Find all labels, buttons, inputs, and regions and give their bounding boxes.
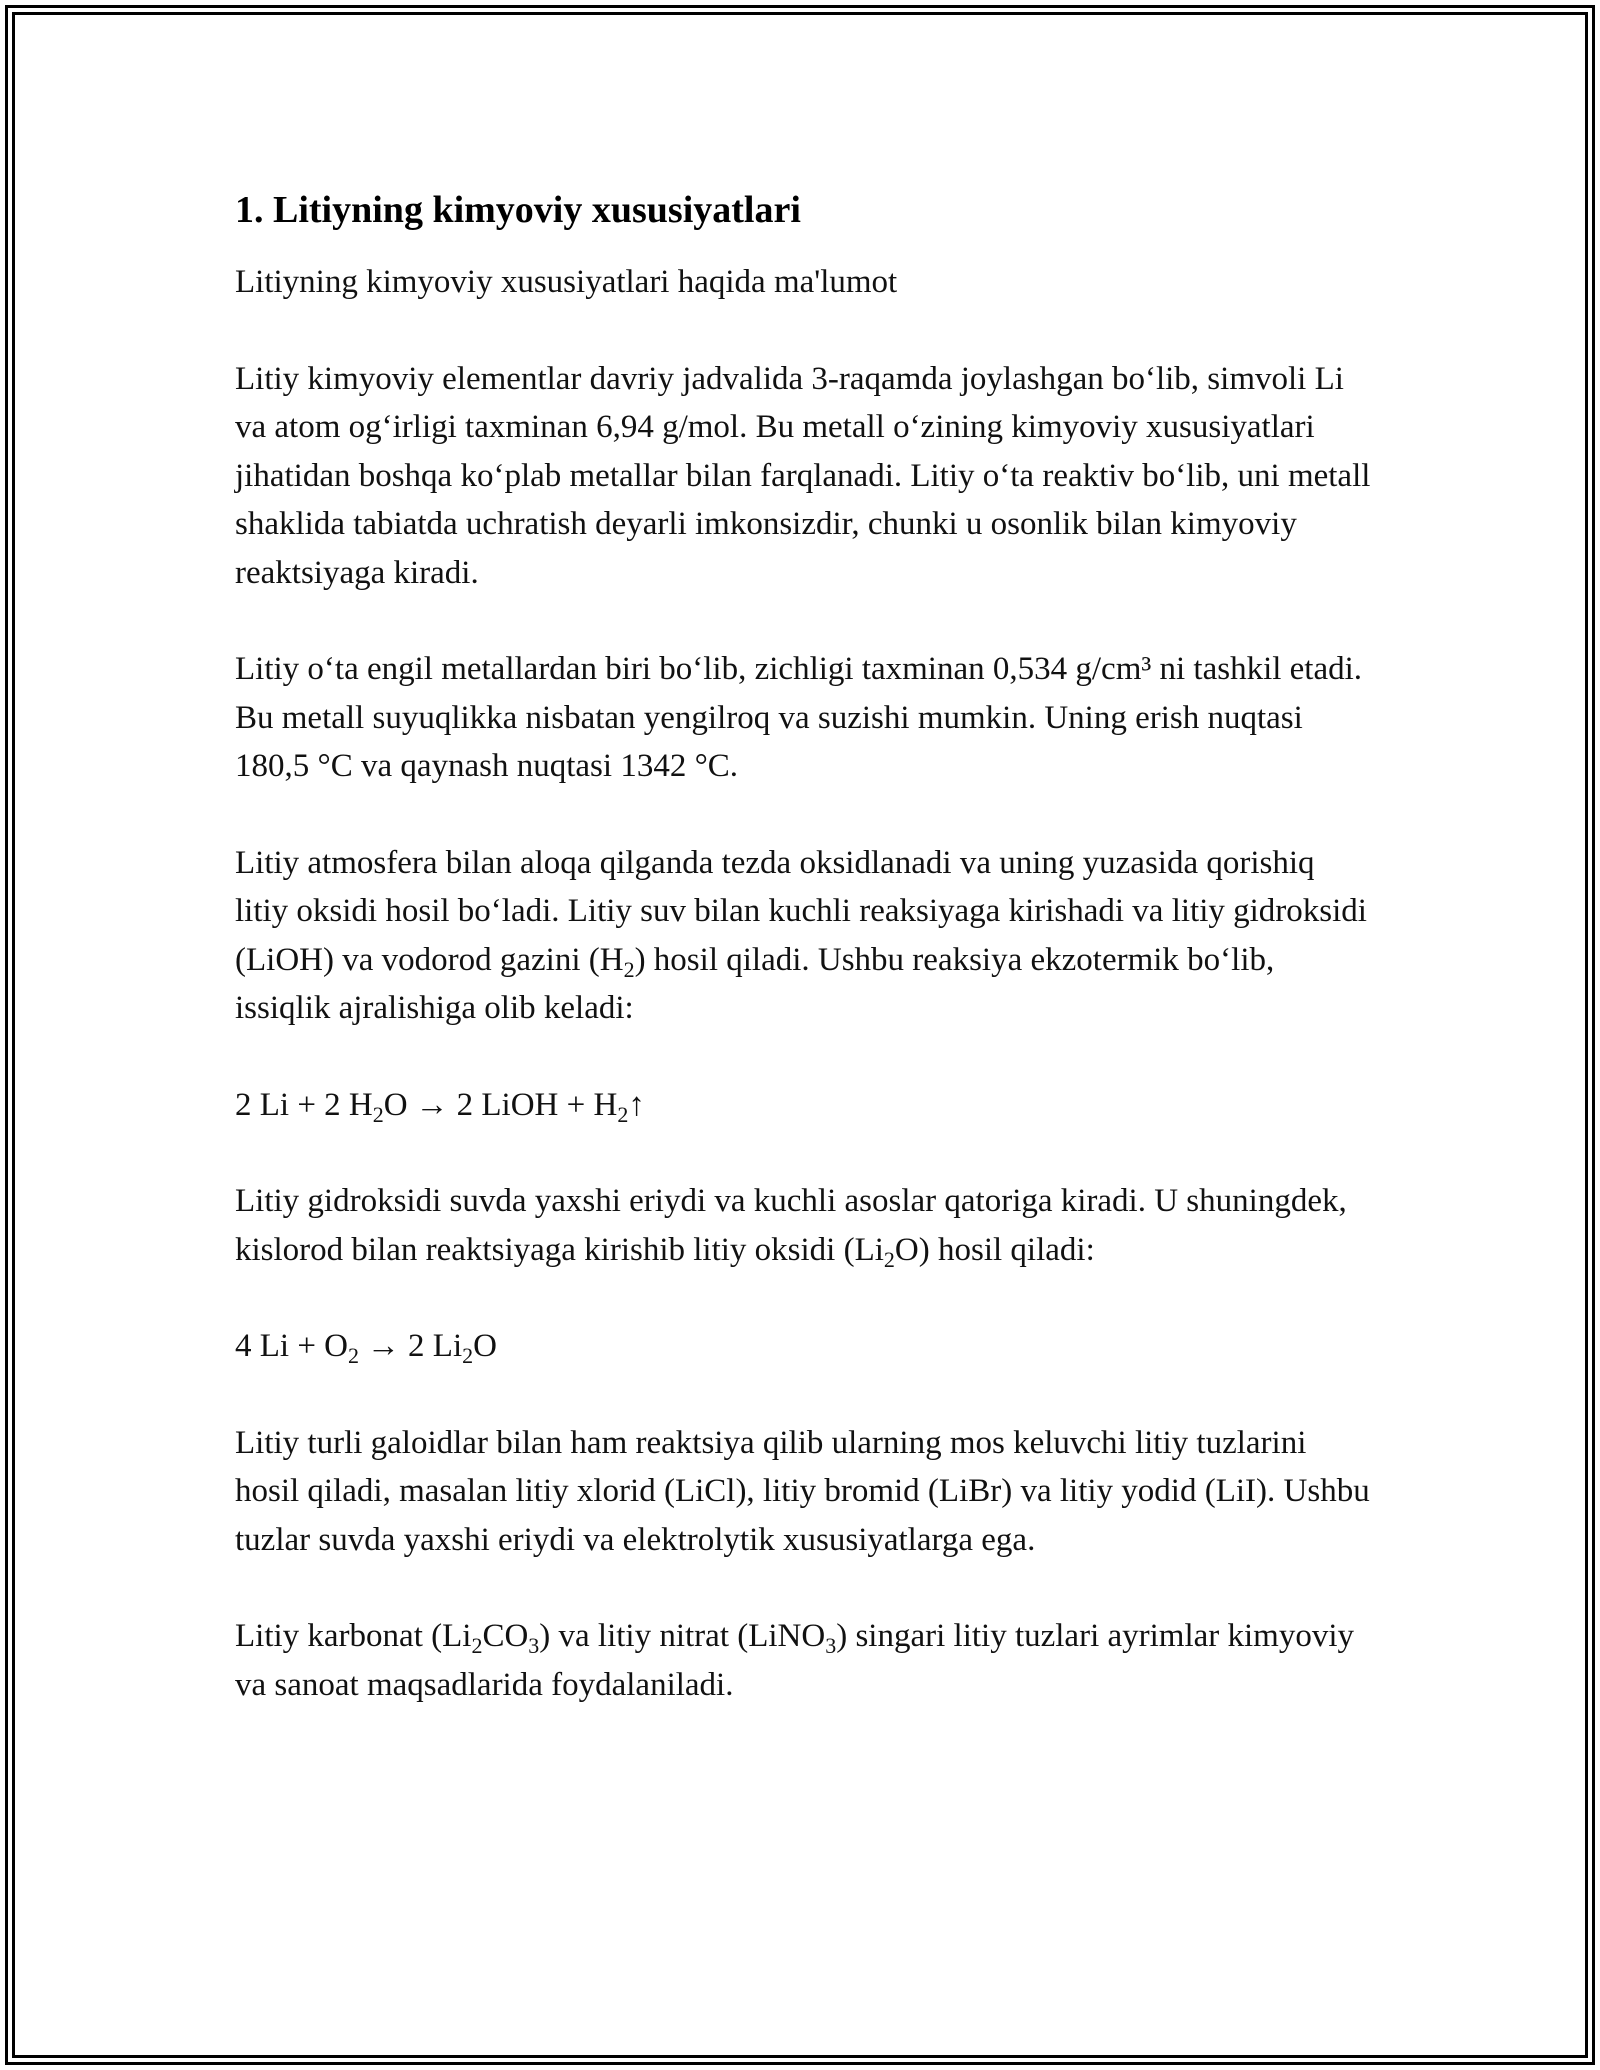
equation-segment: ↑ [628,1086,645,1123]
equation-segment: 4 Li + O [235,1328,349,1364]
paragraph-water-reaction [235,839,1375,1033]
equation-oxygen-reaction [235,1322,1375,1371]
subscript: 2 [462,1343,474,1368]
reaction-arrow: → [367,1328,401,1364]
paragraph-physical-properties: Litiy oʻta engil metallardan biri boʻlib, zichligi taxminan 0,534 g/cm³ ni tashkil etadi. Bu metall suyuqlikka nisbatan yengilroq va suzishi mumkin. Uning erish nuqtasi 180,5 °C va qaynash nuqtasi 1342 °C. [235,651,1363,784]
equation-segment: O [383,1086,408,1123]
subscript: 2 [348,1343,360,1368]
subscript: 2 [617,1101,629,1127]
text-segment: ) va litiy nitrat (LiNO [539,1618,826,1654]
subscript: 2 [623,956,635,982]
paragraph-oxygen-reaction [235,1177,1375,1274]
subscript: 3 [528,1633,540,1658]
equation-segment: 2 Li [408,1328,463,1364]
equation-water-reaction [235,1081,1375,1130]
page-title: 1. Litiyning kimyoviy xususiyatlari [235,189,801,231]
text-segment: Litiy karbonat (Li [235,1618,472,1654]
paragraph-other-salts [235,1612,1375,1709]
reaction-arrow: → [415,1086,449,1123]
equation-segment: 2 LiOH + H [456,1086,618,1123]
subscript: 2 [471,1633,483,1658]
subscript: 2 [883,1246,895,1272]
equation-segment: O [473,1328,497,1364]
equation-segment: 2 Li + 2 H [235,1086,373,1123]
text-segment: CO [482,1618,529,1654]
document-content [235,184,1375,1757]
subtitle: Litiyning kimyoviy xususiyatlari haqida ma'lumot [235,264,898,300]
text-segment: O) hosil qiladi: [894,1231,1095,1268]
text-segment: Litiy atmosfera bilan aloqa qilganda tezda oksidlanadi va uning yuzasida qorishiq litiy oksidi hosil boʻladi. Litiy suv bilan kuchli reaksiyaga kirishadi va litiy gidroksidi (LiOH) va vodorod gazini (H [235,844,1367,978]
text-segment: ) hosil qiladi. Ushbu reaksiya ekzotermik boʻlib, issiqlik ajralishiga olib keladi: [235,941,1275,1026]
text-segment: Litiy gidroksidi suvda yaxshi eriydi va kuchli asoslar qatoriga kiradi. U shuningdek, kislorod bilan reaktsiyaga kirishib litiy oksidi (Li [235,1183,1347,1268]
subscript: 2 [372,1101,384,1127]
text-segment: ) singari litiy tuzlari ayrimlar kimyoviy va sanoat maqsadlarida foydalaniladi. [235,1618,1355,1703]
subscript: 3 [825,1633,837,1658]
paragraph-intro: Litiy kimyoviy elementlar davriy jadvalida 3-raqamda joylashgan boʻlib, simvoli Li va atom ogʻirligi taxminan 6,94 g/mol. Bu metall oʻzining kimyoviy xususiyatlari jihatidan boshqa koʻplab metallar bilan farqlanadi. Litiy oʻta reaktiv boʻlib, uni metall shaklida tabiatda uchratish deyarli imkonsizdir, chunki u osonlik bilan kimyoviy reaktsiyaga kiradi. [235,360,1371,591]
paragraph-halogen-salts: Litiy turli galoidlar bilan ham reaktsiya qilib ularning mos keluvchi litiy tuzlarini hosil qiladi, masalan litiy xlorid (LiCl), litiy bromid (LiBr) va litiy yodid (LiI). Ushbu tuzlar suvda yaxshi eriydi va elektrolytik xususiyatlarga ega. [235,1424,1370,1558]
